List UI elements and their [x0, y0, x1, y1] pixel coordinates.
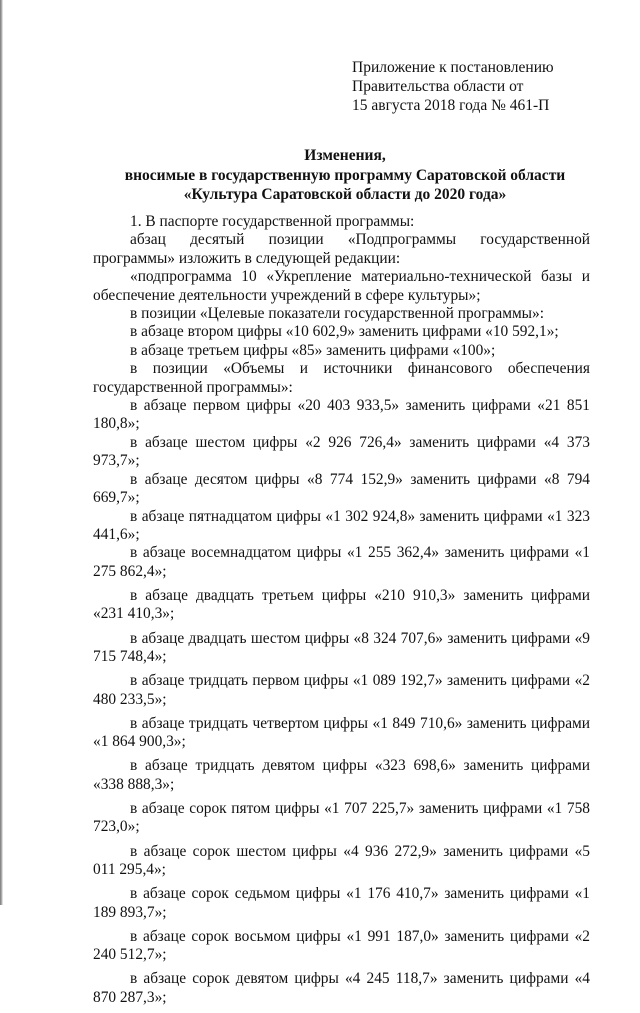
paragraph: в абзаце двадцать третьем цифры «210 910,3» заменить цифрами «231 410,3»; [93, 586, 590, 623]
title-line: Изменения, [304, 147, 386, 164]
appendix-line: Приложение к постановлению [352, 59, 554, 76]
paragraph: в абзаце шестом цифры «2 926 726,4» заменить цифрами «4 373 973,7»; [93, 433, 590, 470]
document-title [60, 146, 630, 205]
appendix-line: Правительства области от [352, 78, 524, 95]
paragraph: в абзаце пятнадцатом цифры «1 302 924,8» заменить цифрами «1 323 441,6»; [93, 507, 590, 543]
title-line: вносимые в государственную программу Саратовской области [124, 166, 566, 184]
paragraph: в абзаце восемнадцатом цифры «1 255 362,4» заменить цифрами «1 275 862,4»; [93, 544, 590, 580]
paragraph: в абзаце сорок пятом цифры «1 707 225,7» заменить цифрами «1 758 723,0»; [93, 799, 590, 836]
document-body [93, 213, 590, 1013]
paragraph: в абзаце сорок шестом цифры «4 936 272,9» заменить цифрами «5 011 295,4»; [93, 842, 590, 878]
appendix-header [352, 58, 554, 115]
paragraph: в позиции «Объемы и источники финансового обеспечения государственной программы»: [93, 360, 590, 396]
appendix-line: 15 августа 2018 года № 461-П [352, 97, 550, 114]
paragraph: в абзаце сорок восьмом цифры «1 991 187,0» заменить цифрами «2 240 512,7»; [93, 927, 590, 964]
scan-edge [0, 0, 3, 905]
paragraph: в абзаце тридцать первом цифры «1 089 192,7» заменить цифрами «2 480 233,5»; [93, 672, 590, 708]
paragraph: в абзаце десятом цифры «8 774 152,9» заменить цифрами «8 794 669,7»; [93, 470, 590, 507]
paragraph: в абзаце третьем цифры «85» заменить цифрами «100»; [130, 341, 496, 359]
paragraph: абзац десятый позиции «Подпрограммы государственной программы» изложить в следующей редакции: [93, 231, 590, 267]
paragraph: в абзаце двадцать шестом цифры «8 324 707,6» заменить цифрами «9 715 748,4»; [93, 629, 590, 665]
paragraph: «подпрограмма 10 «Укрепление материально-технической базы и обеспечение деятельности учреждений в сфере культуры»; [93, 268, 590, 304]
paragraph: в абзаце тридцать девятом цифры «323 698,6» заменить цифрами «338 888,3»; [93, 757, 590, 793]
paragraph: в позиции «Целевые показатели государственной программы»: [130, 305, 544, 323]
paragraph: в абзаце сорок седьмом цифры «1 176 410,7» заменить цифрами «1 189 893,7»; [93, 885, 590, 921]
paragraph: в абзаце втором цифры «10 602,9» заменить цифрами «10 592,1»; [130, 323, 559, 341]
paragraph: в абзаце первом цифры «20 403 933,5» заменить цифрами «21 851 180,8»; [93, 397, 590, 433]
section-heading: 1. В паспорте государственной программы: [130, 213, 415, 230]
paragraph: в абзаце тридцать четвертом цифры «1 849 710,6» заменить цифрами «1 864 900,3»; [93, 714, 590, 751]
paragraph: в абзаце сорок девятом цифры «4 245 118,7» заменить цифрами «4 870 287,3»; [93, 970, 590, 1006]
title-line: «Культура Саратовской области до 2020 года» [183, 186, 507, 203]
